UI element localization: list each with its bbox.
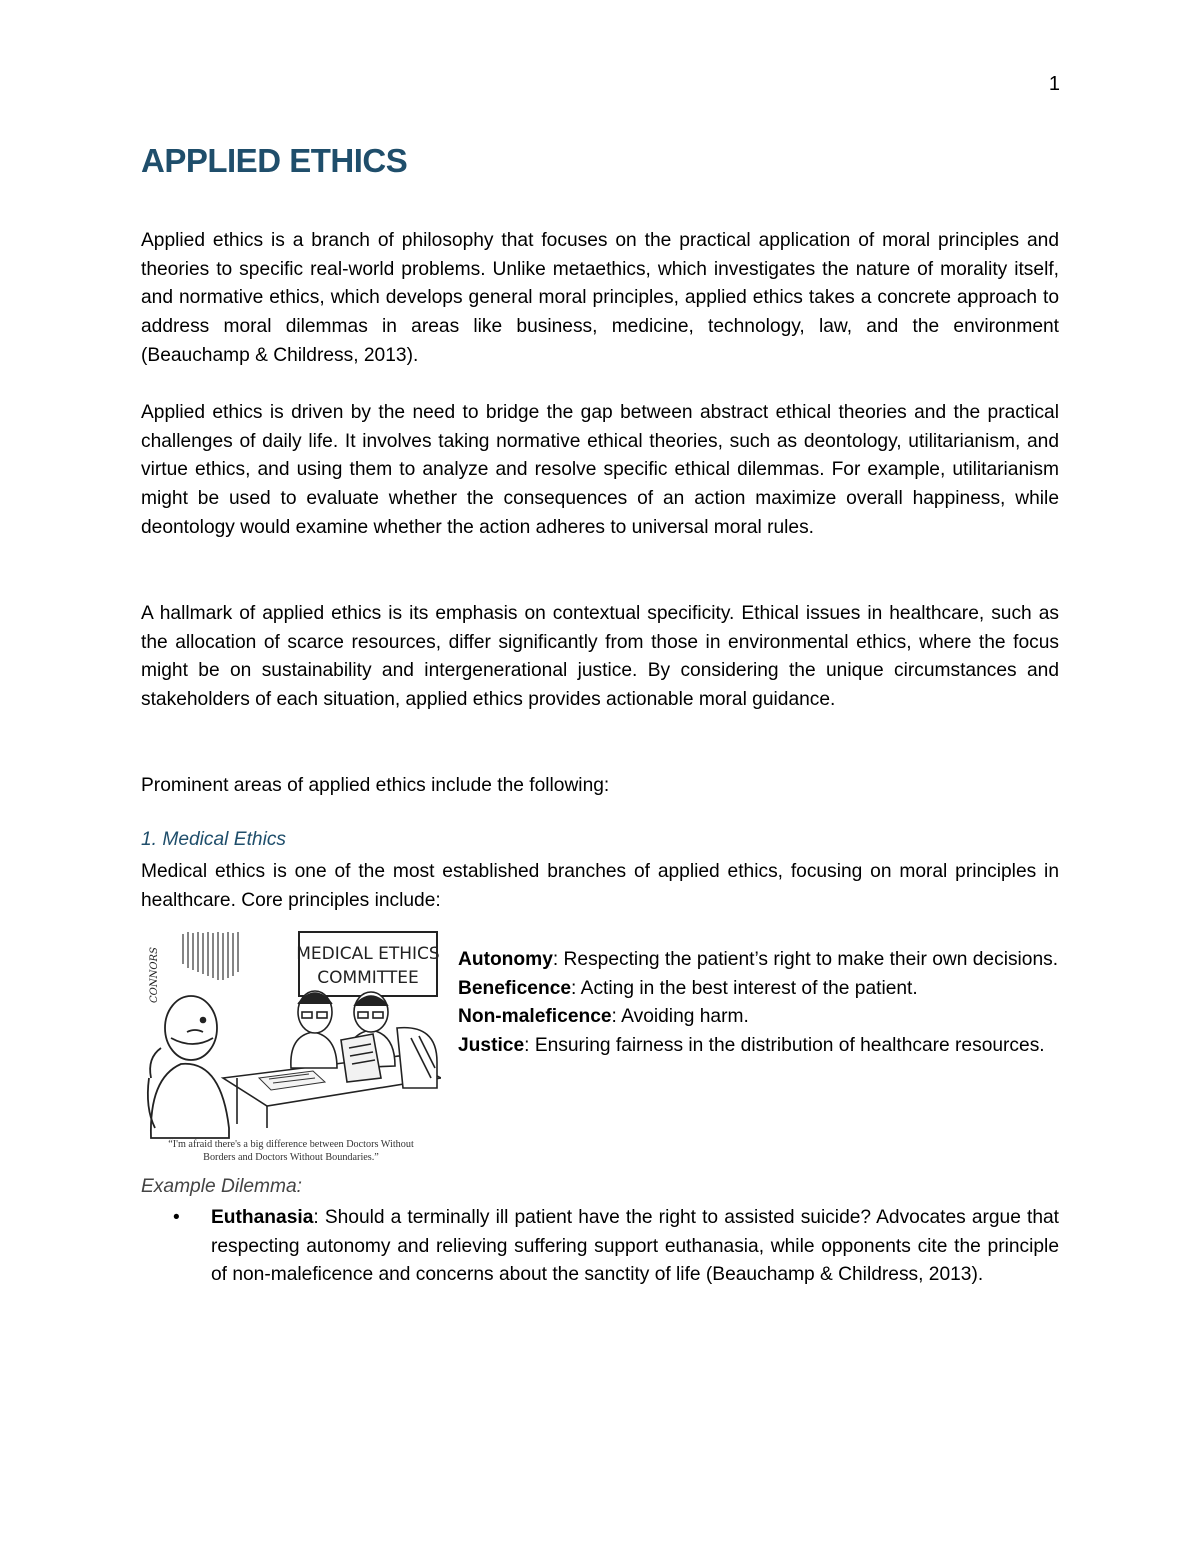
medical-ethics-cartoon [141, 928, 441, 1166]
principle-separator: : [524, 1035, 535, 1057]
section-heading-medical-ethics: 1. Medical Ethics [141, 829, 287, 850]
paragraph-contextual-specificity: A hallmark of applied ethics is its emphasis on contextual specificity. Ethical issues in healthcare, such as the allocation of scarce resources, differ significantly from those in environmental ethics, where the focus might be on sustainability and intergenerational justice. By considering the unique circumstances and stakeholders of each situation, applied ethics provides actionable moral guidance. [141, 603, 1059, 711]
cartoon-caption-line1: “I'm afraid there's a big difference between Doctors Without [168, 1139, 414, 1150]
page-number: 1 [1048, 73, 1060, 95]
paragraph-intro: Applied ethics is a branch of philosophy that focuses on the practical application of moral principles and theories to specific real-world problems. Unlike metaethics, which investigates the nature of morality itself, and normative ethics, which develops general moral principles, applied ethics takes a concrete approach to address moral dilemmas in areas like business, medicine, technology, law, and the environment (Beauchamp & Childress, 2013). [141, 230, 1059, 366]
paragraph-medical-ethics-intro: Medical ethics is one of the most established branches of applied ethics, focusing on moral principles in healthcare. Core principles include: [141, 861, 1059, 911]
bullet-icon: • [173, 1207, 180, 1228]
dilemma-term: Euthanasia [211, 1207, 314, 1228]
dilemma-euthanasia [141, 1204, 1059, 1290]
sign-text-line1: MEDICAL ETHICS [296, 944, 440, 964]
principle-justice [458, 1032, 1059, 1061]
principle-term: Non-maleficence [458, 1006, 612, 1028]
example-dilemma-label: Example Dilemma: [141, 1176, 303, 1197]
cartoon-caption-line2: Borders and Doctors Without Boundaries.” [203, 1152, 379, 1163]
principle-non-maleficence [458, 1003, 1059, 1032]
dilemma-list [141, 1204, 1059, 1290]
artist-signature: CONNORS [149, 947, 160, 1003]
principle-term: Beneficence [458, 977, 572, 999]
principle-separator: : [571, 977, 581, 999]
principle-definition: Acting in the best interest of the patient. [580, 977, 918, 999]
document-title: APPLIED ETHICS [141, 142, 408, 179]
principle-beneficence [458, 975, 1059, 1004]
principle-definition: Respecting the patient’s right to make their own decisions. [563, 949, 1059, 970]
principle-definition: Ensuring fairness in the distribution of healthcare resources. [534, 1035, 1045, 1057]
core-principles-list [458, 946, 1059, 1061]
sign-text-line2: COMMITTEE [317, 968, 419, 988]
dilemma-separator: : [313, 1207, 325, 1228]
paragraph-bridge-gap: Applied ethics is driven by the need to bridge the gap between abstract ethical theories and the practical challenges of daily life. It involves taking normative ethical theories, such as deontology, utilitarianism, and virtue ethics, and using them to analyze and resolve specific ethical dilemmas. For example, utilitarianism might be used to evaluate whether the consequences of an action maximize overall happiness, while deontology would examine whether the action adheres to universal moral rules. [141, 402, 1059, 538]
principle-definition: Avoiding harm. [621, 1006, 749, 1028]
principle-term: Justice [458, 1035, 525, 1057]
principle-term: Autonomy [458, 949, 553, 970]
principle-separator: : [611, 1006, 622, 1028]
dilemma-text: Should a terminally ill patient have the right to assisted suicide? Advocates argue that respecting autonomy and relieving suffering support euthanasia, while opponents cite the principle of non-maleficence and concerns about the sanctity of life (Beauchamp & Childress, 2013). [211, 1207, 1059, 1286]
paragraph-prominent-areas: Prominent areas of applied ethics include the following: [141, 775, 610, 796]
principle-autonomy [458, 946, 1059, 975]
principle-separator: : [552, 949, 564, 970]
